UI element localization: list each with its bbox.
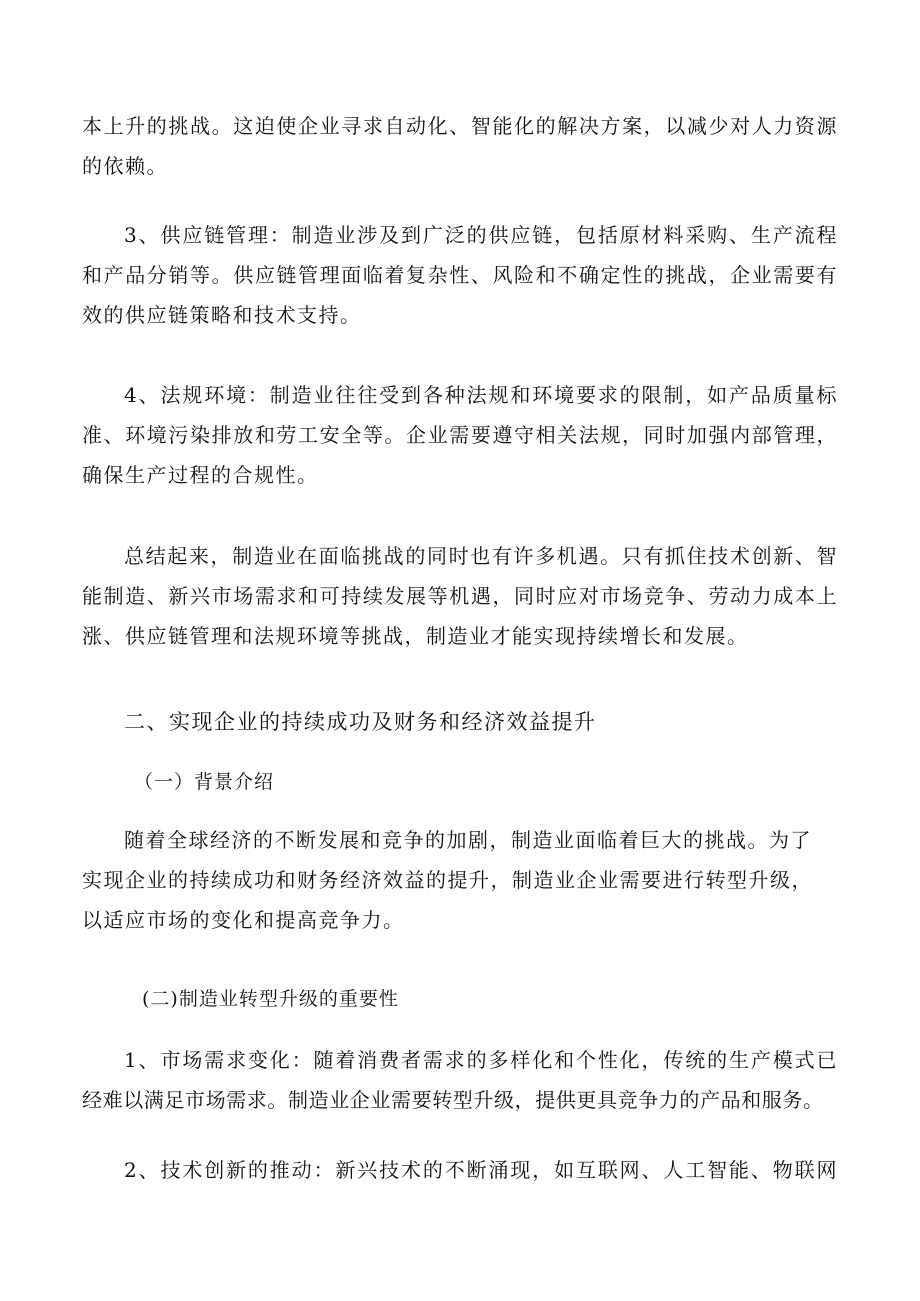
text-line: 以适应市场的变化和提高竞争力。 xyxy=(82,908,405,932)
text-line: 3、供应链管理：制造业涉及到广泛的供应链，包括原材料采购、生产流程 xyxy=(124,223,838,247)
text-line: 总结起来，制造业在面临挑战的同时也有许多机遇。只有抓住技术创新、智 xyxy=(124,544,838,568)
paragraph xyxy=(82,106,838,186)
text-line: 确保生产过程的合规性。 xyxy=(82,463,319,487)
paragraph xyxy=(82,820,813,940)
paragraph xyxy=(82,215,838,335)
text-line: 实现企业的持续成功和财务经济效益的提升，制造业企业需要进行转型升级， xyxy=(82,868,813,892)
paragraph xyxy=(82,1040,838,1120)
text-line: 随着全球经济的不断发展和竞争的加剧，制造业面临着巨大的挑战。为了 xyxy=(124,828,812,852)
section-heading: 二、实现企业的持续成功及财务和经济效益提升 xyxy=(124,710,597,734)
text-line: 4、法规环境：制造业往往受到各种法规和环境要求的限制，如产品质量标 xyxy=(124,383,838,407)
text-line: 2、技术创新的推动：新兴技术的不断涌现，如互联网、人工智能、物联网 xyxy=(124,1158,838,1182)
subsection-heading: (二)制造业转型升级的重要性 xyxy=(142,988,399,1010)
text-line: 效的供应链策略和技术支持。 xyxy=(82,303,362,327)
text-line: 能制造、新兴市场需求和可持续发展等机遇，同时应对市场竞争、劳动力成本上 xyxy=(82,584,838,608)
text-line: 经难以满足市场需求。制造业企业需要转型升级，提供更具竞争力的产品和服务。 xyxy=(82,1088,824,1112)
text-line: 的依赖。 xyxy=(82,154,168,178)
paragraph xyxy=(82,375,838,495)
text-line: 1、市场需求变化：随着消费者需求的多样化和个性化，传统的生产模式已 xyxy=(124,1048,838,1072)
paragraph xyxy=(82,536,838,656)
text-line: 准、环境污染排放和劳工安全等。企业需要遵守相关法规，同时加强内部管理， xyxy=(82,423,838,447)
text-line: 涨、供应链管理和法规环境等挑战，制造业才能实现持续增长和发展。 xyxy=(82,624,749,648)
text-line: 和产品分销等。供应链管理面临着复杂性、风险和不确定性的挑战，企业需要有 xyxy=(82,263,838,287)
paragraph xyxy=(82,1150,838,1190)
text-line: 本上升的挑战。这迫使企业寻求自动化、智能化的解决方案，以减少对人力资源 xyxy=(82,114,838,138)
subsection-heading: （一）背景介绍 xyxy=(134,771,275,793)
